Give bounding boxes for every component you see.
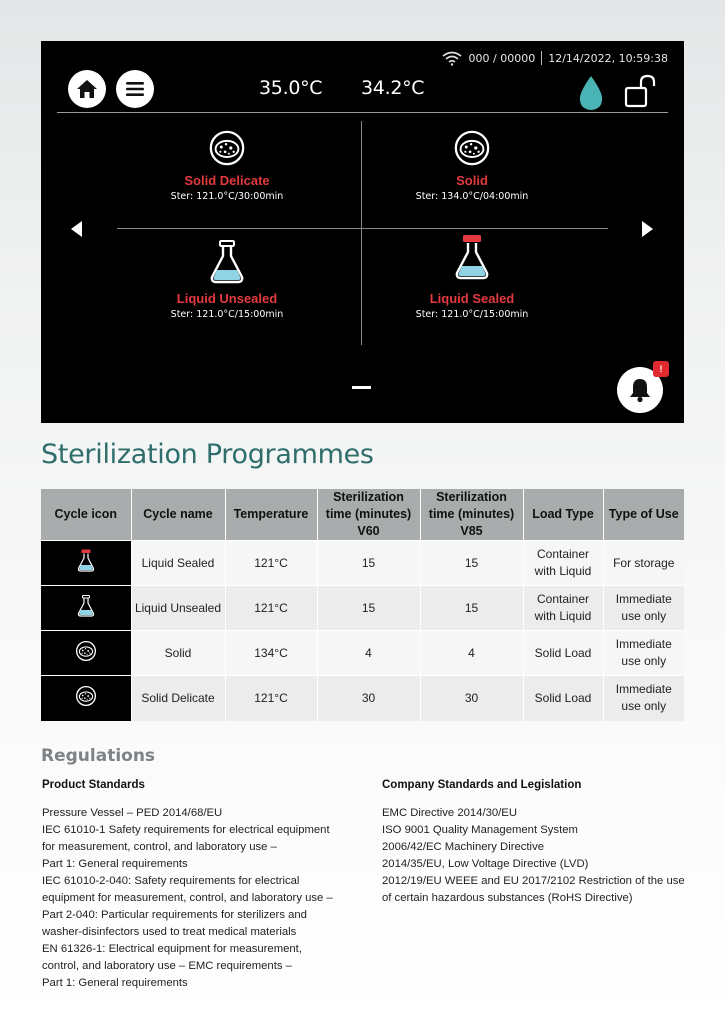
petri-dish-icon bbox=[75, 640, 97, 662]
cycle-parameters: Ster: 121.0°C/15:00min bbox=[170, 309, 284, 320]
unlocked-padlock-icon[interactable] bbox=[623, 73, 659, 109]
table-row bbox=[41, 541, 684, 586]
product-standards bbox=[42, 777, 352, 992]
table-header-row bbox=[41, 489, 684, 541]
standard-line: 2006/42/EC Machinery Directive bbox=[382, 841, 544, 853]
standard-line: 2012/19/EU WEEE and EU 2017/2102 Restriction of the use bbox=[382, 875, 685, 887]
standard-line: EN 61326-1: Electrical equipment for measurement, bbox=[42, 943, 302, 955]
cycle-icon-cell bbox=[41, 676, 131, 721]
cycle-icon-cell bbox=[41, 586, 131, 631]
home-icon bbox=[76, 79, 98, 99]
temperature: 121°C bbox=[225, 586, 317, 631]
type-of-use: Immediate use only bbox=[603, 676, 684, 721]
header-temperature: Temperature bbox=[225, 489, 317, 541]
standard-line: of certain hazardous substances (RoHS Directive) bbox=[382, 892, 633, 904]
temperature: 134°C bbox=[225, 631, 317, 676]
standard-line: IEC 61010-2-040: Safety requirements for electrical bbox=[42, 875, 300, 887]
header-time-v60: Sterilization time (minutes) V60 bbox=[317, 489, 420, 541]
load-type: Solid Load bbox=[523, 676, 603, 721]
cycle-name: Solid Delicate bbox=[184, 173, 270, 188]
cycle-name: Solid bbox=[456, 173, 488, 188]
header-divider bbox=[57, 112, 668, 113]
temperature: 121°C bbox=[225, 676, 317, 721]
home-button[interactable] bbox=[68, 70, 106, 108]
flask-icon bbox=[76, 594, 96, 618]
cycle-tile-liquid-sealed[interactable] bbox=[352, 231, 592, 320]
standard-line: Part 1: General requirements bbox=[42, 977, 188, 989]
water-drop-icon[interactable] bbox=[577, 75, 605, 111]
bell-icon bbox=[628, 377, 652, 403]
time-v60: 30 bbox=[317, 676, 420, 721]
header-time-v85: Sterilization time (minutes) V85 bbox=[420, 489, 523, 541]
cycle-icon-cell bbox=[41, 631, 131, 676]
product-standards-heading: Product Standards bbox=[42, 779, 145, 791]
cycle-name: Liquid Unsealed bbox=[131, 586, 225, 631]
date-time: 12/14/2022, 10:59:38 bbox=[548, 51, 668, 65]
header-load-type: Load Type bbox=[523, 489, 603, 541]
type-of-use: Immediate use only bbox=[603, 631, 684, 676]
time-v85: 4 bbox=[420, 631, 523, 676]
time-v60: 15 bbox=[317, 541, 420, 586]
standard-line: 2014/35/EU, Low Voltage Directive (LVD) bbox=[382, 858, 589, 870]
standard-line: for measurement, control, and laboratory use – bbox=[42, 841, 277, 853]
previous-page-arrow-icon[interactable] bbox=[71, 221, 82, 237]
menu-button[interactable] bbox=[116, 70, 154, 108]
time-v85: 15 bbox=[420, 586, 523, 631]
company-standards bbox=[382, 777, 698, 907]
grid-divider-horizontal bbox=[117, 228, 608, 229]
header-cycle-icon: Cycle icon bbox=[41, 489, 131, 541]
table-row bbox=[41, 676, 684, 721]
standard-line: Pressure Vessel – PED 2014/68/EU bbox=[42, 807, 223, 819]
device-screen bbox=[41, 41, 684, 423]
cycle-counter: 000 / 00000 bbox=[468, 51, 536, 65]
table-row bbox=[41, 631, 684, 676]
company-standards-heading: Company Standards and Legislation bbox=[382, 779, 582, 791]
hamburger-menu-icon bbox=[125, 81, 145, 97]
cycle-name: Liquid Unsealed bbox=[176, 291, 278, 306]
load-type: Container with Liquid bbox=[523, 586, 603, 631]
notification-badge: ! bbox=[653, 361, 669, 377]
notifications-button[interactable] bbox=[617, 364, 665, 415]
header-cycle-name: Cycle name bbox=[131, 489, 225, 541]
header-type-of-use: Type of Use bbox=[603, 489, 684, 541]
cycle-icon-cell bbox=[41, 541, 131, 586]
status-bar bbox=[441, 49, 668, 67]
petri-dish-icon bbox=[208, 129, 246, 167]
regulations-title: Regulations bbox=[41, 746, 156, 766]
cycle-name: Liquid Sealed bbox=[429, 291, 515, 306]
status-divider bbox=[541, 51, 542, 65]
programmes-table bbox=[41, 489, 684, 721]
load-type: Solid Load bbox=[523, 631, 603, 676]
cycle-name: Solid Delicate bbox=[131, 676, 225, 721]
standard-line: IEC 61010-1 Safety requirements for electrical equipment bbox=[42, 824, 330, 836]
chamber-temperature: 35.0°C bbox=[259, 77, 323, 99]
cycle-name: Solid bbox=[131, 631, 225, 676]
cycle-name: Liquid Sealed bbox=[131, 541, 225, 586]
cycle-tile-solid[interactable] bbox=[352, 129, 592, 202]
flask-icon bbox=[207, 239, 247, 285]
time-v85: 30 bbox=[420, 676, 523, 721]
cycle-parameters: Ster: 121.0°C/15:00min bbox=[415, 309, 529, 320]
time-v85: 15 bbox=[420, 541, 523, 586]
temperature: 121°C bbox=[225, 541, 317, 586]
sealed-flask-icon bbox=[76, 549, 96, 573]
standard-line: EMC Directive 2014/30/EU bbox=[382, 807, 517, 819]
jacket-temperature: 34.2°C bbox=[361, 77, 425, 99]
standard-line: Part 2-040: Particular requirements for sterilizers and bbox=[42, 909, 307, 921]
sealed-flask-icon bbox=[452, 231, 492, 285]
time-v60: 15 bbox=[317, 586, 420, 631]
type-of-use: For storage bbox=[603, 541, 684, 586]
standard-line: control, and laboratory use – EMC requirements – bbox=[42, 960, 292, 972]
cycle-parameters: Ster: 121.0°C/30:00min bbox=[170, 191, 284, 202]
petri-dish-icon bbox=[75, 685, 97, 707]
cycle-tile-liquid-unsealed[interactable] bbox=[107, 239, 347, 320]
time-v60: 4 bbox=[317, 631, 420, 676]
wifi-icon bbox=[441, 50, 463, 66]
page-indicator bbox=[352, 386, 371, 389]
petri-dish-icon bbox=[453, 129, 491, 167]
cycle-tile-solid-delicate[interactable] bbox=[107, 129, 347, 202]
table-row bbox=[41, 586, 684, 631]
next-page-arrow-icon[interactable] bbox=[642, 221, 653, 237]
standard-line: washer-disinfectors used to treat medical materials bbox=[42, 926, 297, 938]
load-type: Container with Liquid bbox=[523, 541, 603, 586]
standard-line: ISO 9001 Quality Management System bbox=[382, 824, 578, 836]
standard-line: equipment for measurement, control, and laboratory use – bbox=[42, 892, 333, 904]
standard-line: Part 1: General requirements bbox=[42, 858, 188, 870]
type-of-use: Immediate use only bbox=[603, 586, 684, 631]
section-title: Sterilization Programmes bbox=[41, 439, 374, 470]
cycle-parameters: Ster: 134.0°C/04:00min bbox=[415, 191, 529, 202]
